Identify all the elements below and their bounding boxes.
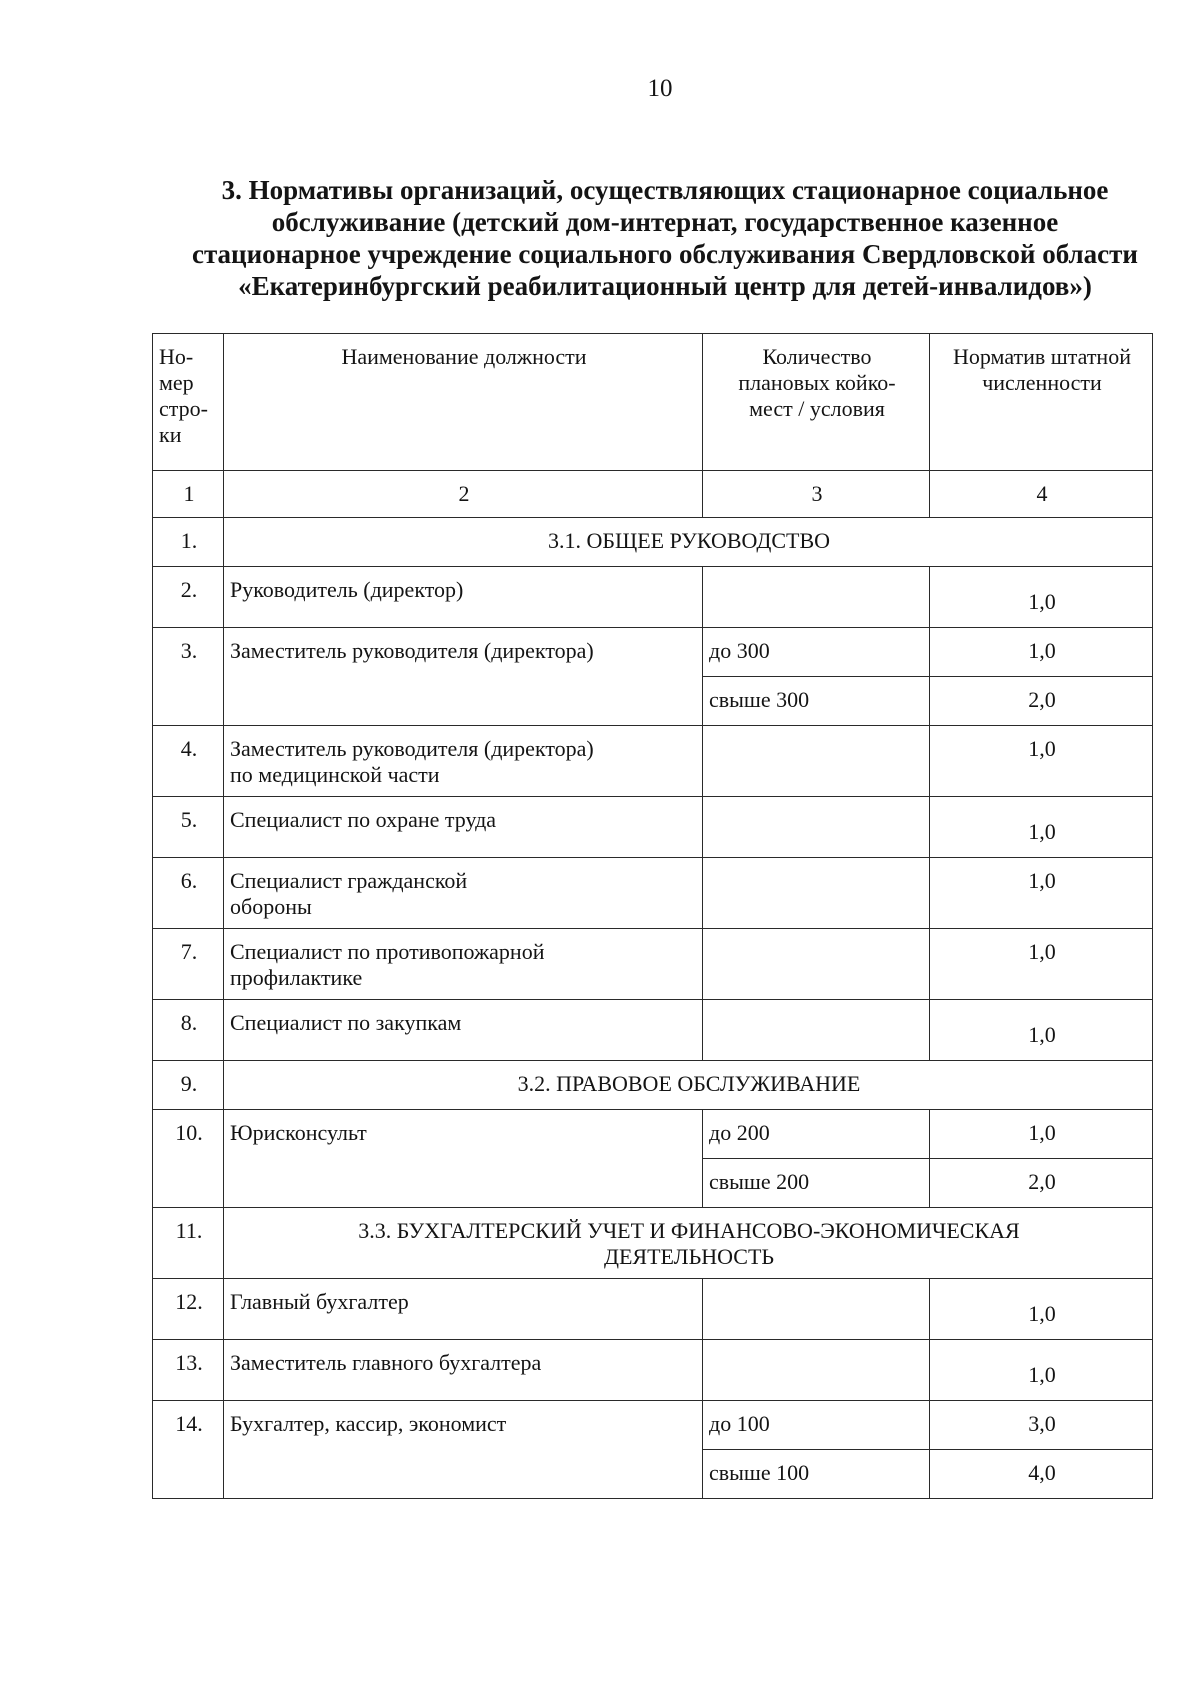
row-number: 3. xyxy=(153,628,224,726)
position-name: Юрисконсульт xyxy=(224,1110,703,1208)
position-name: Специалист гражданской обороны xyxy=(224,858,703,929)
title-line: стационарное учреждение социального обслуживания Свердловской области xyxy=(191,239,1138,269)
table-row xyxy=(153,628,1153,677)
position-name: Специалист по закупкам xyxy=(224,1000,703,1061)
condition: свыше 200 xyxy=(703,1159,930,1208)
norm-value: 1,0 xyxy=(930,1340,1153,1401)
position-name: Заместитель главного бухгалтера xyxy=(224,1340,703,1401)
norm-value: 1,0 xyxy=(930,858,1153,929)
table-row xyxy=(153,929,1153,1000)
column-number: 3 xyxy=(703,471,930,518)
section-row xyxy=(153,1208,1153,1279)
row-number: 4. xyxy=(153,726,224,797)
norm-value: 1,0 xyxy=(930,929,1153,1000)
condition: до 300 xyxy=(703,628,930,677)
column-number: 2 xyxy=(224,471,703,518)
condition xyxy=(703,1279,930,1340)
condition: свыше 300 xyxy=(703,677,930,726)
condition xyxy=(703,929,930,1000)
document-title xyxy=(140,174,1190,302)
section-row xyxy=(153,1061,1153,1110)
position-name: Бухгалтер, кассир, экономист xyxy=(224,1401,703,1499)
condition xyxy=(703,567,930,628)
table-row xyxy=(153,1000,1153,1061)
staff-norms-table xyxy=(152,333,1153,1499)
table-header-row xyxy=(153,334,1153,471)
position-name: Главный бухгалтер xyxy=(224,1279,703,1340)
table-row xyxy=(153,567,1153,628)
header-row-number: Но- мер стро- ки xyxy=(153,334,224,471)
row-number: 11. xyxy=(153,1208,224,1279)
norm-value: 4,0 xyxy=(930,1450,1153,1499)
condition xyxy=(703,1340,930,1401)
title-line: «Екатеринбургский реабилитационный центр для детей-инвалидов») xyxy=(238,271,1092,301)
table-row xyxy=(153,1401,1153,1450)
position-name: Руководитель (директор) xyxy=(224,567,703,628)
norm-value: 2,0 xyxy=(930,677,1153,726)
table-row xyxy=(153,858,1153,929)
norm-value: 1,0 xyxy=(930,1279,1153,1340)
header-beds-conditions: Количество плановых койко- мест / условия xyxy=(703,334,930,471)
section-title: 3.2. ПРАВОВОЕ ОБСЛУЖИВАНИЕ xyxy=(224,1061,1153,1110)
row-number: 13. xyxy=(153,1340,224,1401)
condition: до 200 xyxy=(703,1110,930,1159)
row-number: 12. xyxy=(153,1279,224,1340)
table-row xyxy=(153,1110,1153,1159)
table-row xyxy=(153,1340,1153,1401)
row-number: 10. xyxy=(153,1110,224,1208)
condition xyxy=(703,726,930,797)
condition xyxy=(703,1000,930,1061)
norm-value: 1,0 xyxy=(930,628,1153,677)
page-number: 10 xyxy=(647,75,673,102)
row-number: 9. xyxy=(153,1061,224,1110)
column-number-row xyxy=(153,471,1153,518)
norm-value: 2,0 xyxy=(930,1159,1153,1208)
norm-value: 1,0 xyxy=(930,1110,1153,1159)
position-name: Заместитель руководителя (директора) по медицинской части xyxy=(224,726,703,797)
header-position: Наименование должности xyxy=(224,334,703,471)
row-number: 6. xyxy=(153,858,224,929)
condition: свыше 100 xyxy=(703,1450,930,1499)
condition xyxy=(703,797,930,858)
condition xyxy=(703,858,930,929)
row-number: 14. xyxy=(153,1401,224,1499)
norm-value: 1,0 xyxy=(930,567,1153,628)
section-row xyxy=(153,518,1153,567)
norm-value: 1,0 xyxy=(930,726,1153,797)
norm-value: 3,0 xyxy=(930,1401,1153,1450)
row-number: 5. xyxy=(153,797,224,858)
table-row xyxy=(153,797,1153,858)
table-row xyxy=(153,1279,1153,1340)
column-number: 1 xyxy=(153,471,224,518)
position-name: Заместитель руководителя (директора) xyxy=(224,628,703,726)
table-row xyxy=(153,726,1153,797)
position-name: Специалист по противопожарной профилактике xyxy=(224,929,703,1000)
row-number: 7. xyxy=(153,929,224,1000)
section-title: 3.3. БУХГАЛТЕРСКИЙ УЧЕТ И ФИНАНСОВО-ЭКОНОМИЧЕСКАЯ ДЕЯТЕЛЬНОСТЬ xyxy=(224,1208,1153,1279)
row-number: 8. xyxy=(153,1000,224,1061)
norm-value: 1,0 xyxy=(930,1000,1153,1061)
condition: до 100 xyxy=(703,1401,930,1450)
norm-value: 1,0 xyxy=(930,797,1153,858)
section-title: 3.1. ОБЩЕЕ РУКОВОДСТВО xyxy=(224,518,1153,567)
title-line: 3. Нормативы организаций, осуществляющих стационарное социальное xyxy=(221,175,1109,205)
column-number: 4 xyxy=(930,471,1153,518)
header-staff-norm: Норматив штатной численности xyxy=(930,334,1153,471)
row-number: 2. xyxy=(153,567,224,628)
position-name: Специалист по охране труда xyxy=(224,797,703,858)
row-number: 1. xyxy=(153,518,224,567)
title-line: обслуживание (детский дом-интернат, государственное казенное xyxy=(271,207,1059,237)
